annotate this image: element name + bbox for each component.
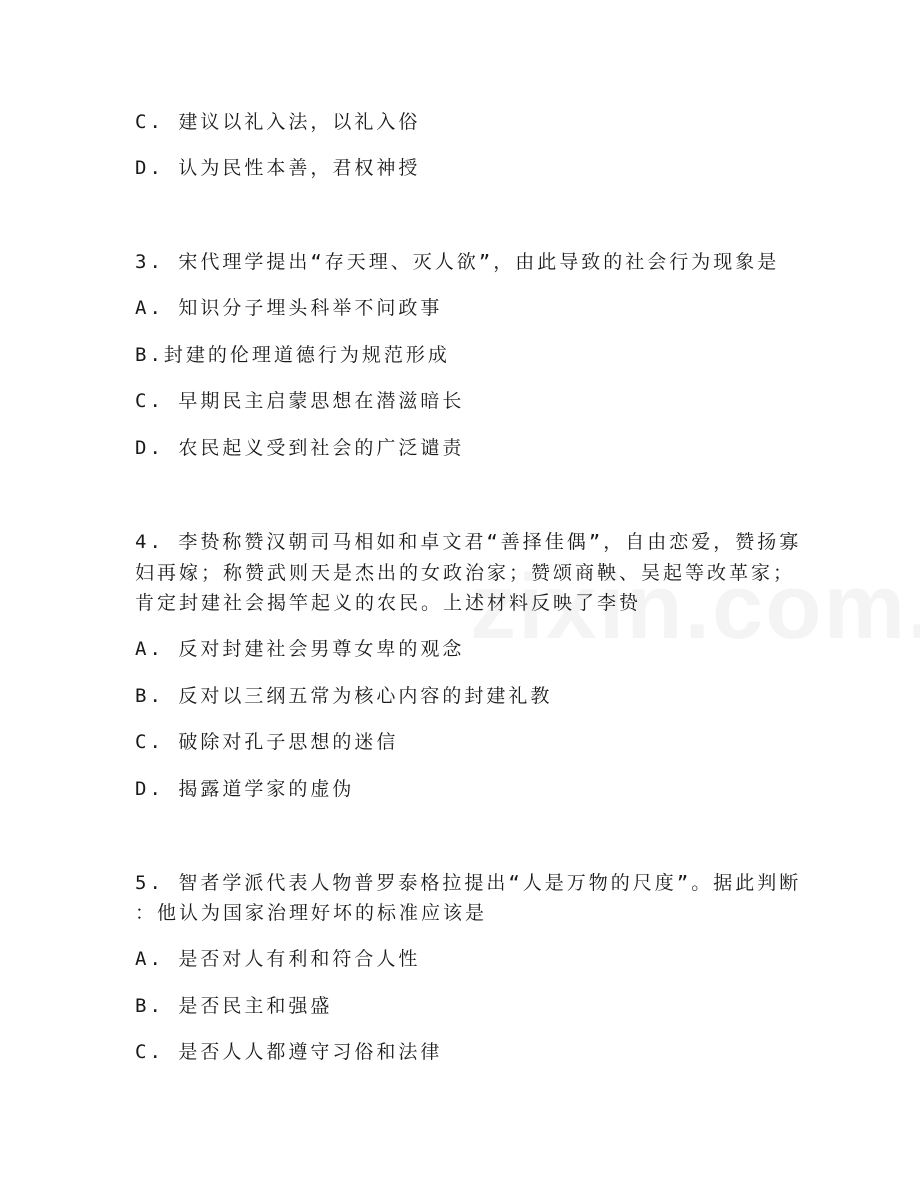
q5-option-c: C. 是否人人都遵守习俗和法律 (135, 1041, 443, 1063)
q4-stem-line-1: 4. 李贽称赞汉朝司马相如和卓文君“善择佳偶”，自由恋爱，赞扬寡 (135, 531, 802, 553)
q2-option-c: C. 建议以礼入法，以礼入俗 (135, 111, 421, 133)
q3-stem: 3. 宋代理学提出“存天理、灭人欲”，由此导致的社会行为现象是 (135, 251, 780, 273)
q4-option-d: D. 揭露道学家的虚伪 (135, 778, 355, 800)
q4-stem-line-2: 妇再嫁；称赞武则天是杰出的女政治家；赞颂商鞅、吴起等改革家； (135, 562, 796, 584)
q3-option-d: D. 农民起义受到社会的广泛谴责 (135, 437, 465, 459)
q4-stem-line-3: 肯定封建社会揭竿起义的农民。上述材料反映了李贽 (135, 592, 642, 614)
q4-option-a: A. 反对封建社会男尊女卑的观念 (135, 638, 465, 660)
q5-stem-line-2: ：他认为国家治理好坏的标准应该是 (135, 902, 488, 924)
q4-option-c: C. 破除对孔子思想的迷信 (135, 731, 399, 753)
q3-option-b: B.封建的伦理道德行为规范形成 (135, 344, 450, 366)
q3-option-c: C. 早期民主启蒙思想在潜滋暗长 (135, 390, 465, 412)
q5-option-b: B. 是否民主和强盛 (135, 995, 333, 1017)
q5-option-a: A. 是否对人有利和符合人性 (135, 948, 421, 970)
q3-option-a: A. 知识分子埋头科举不问政事 (135, 297, 443, 319)
q5-stem-line-1: 5. 智者学派代表人物普罗泰格拉提出“人是万物的尺度”。据此判断 (135, 872, 802, 894)
q4-option-b: B. 反对以三纲五常为核心内容的封建礼教 (135, 685, 553, 707)
q2-option-d: D. 认为民性本善，君权神授 (135, 157, 421, 179)
